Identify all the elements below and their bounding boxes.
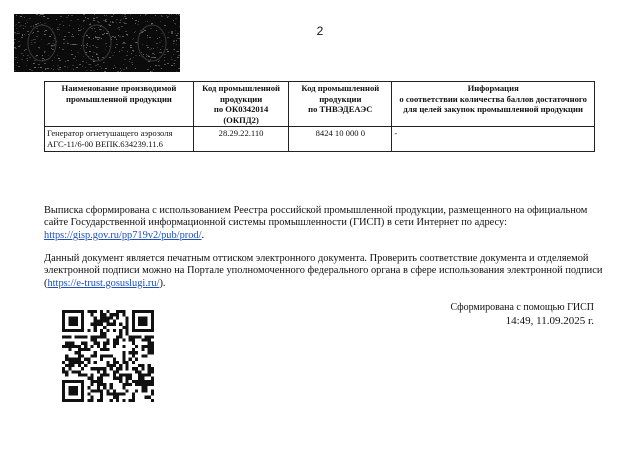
header-line: Код промышленной [202, 83, 280, 93]
header-line: продукции [319, 93, 362, 104]
signature-statement-text: Данный документ является печатным оттиском электронного документа. Проверить соответствие документа и отделяемой электронной подписи можно на Портале уполномоченного федерального органа в сфере использования электронной подписи ( [44, 253, 603, 289]
e-trust-portal-link[interactable]: https://e-trust.gosuslugi.ru/ [47, 277, 160, 289]
generated-timestamp: 14:49, 11.09.2025 г. [505, 314, 594, 327]
header-line: для целей закупок промышленной продукции [403, 104, 583, 114]
header-line: по ТНВЭДЕАЭС [308, 104, 373, 114]
header-points-info [392, 82, 595, 127]
table-row [45, 127, 595, 152]
header-tnved-code [289, 82, 392, 127]
header-line: о соответствии количества баллов достаточного [399, 93, 587, 104]
page-number: 2 [316, 24, 324, 38]
header-line: Информация [467, 83, 519, 93]
registry-statement [44, 205, 604, 242]
header-line: по ОК0342014 [213, 104, 269, 114]
cell-okpd2-code: 28.29.22.110 [193, 127, 288, 152]
cell-product-name: Генератор огнетушащего аэрозоля АГС-11/6-00 ВЕПК.634239.11.6 [45, 127, 194, 152]
header-line: (ОКПД2) [223, 114, 259, 125]
header-line: промышленной продукции [66, 93, 172, 104]
header-product-name [45, 82, 194, 127]
table-header-row [45, 82, 595, 127]
gisp-registry-link[interactable]: https://gisp.gov.ru/pp719v2/pub/prod/ [44, 229, 202, 241]
signature-statement [44, 253, 604, 290]
header-line: Код промышленной [301, 83, 380, 93]
signature-statement-end: ). [159, 277, 166, 289]
cell-points-info: - [392, 127, 595, 152]
header-line: продукции [219, 93, 263, 104]
generation-stamp [450, 302, 594, 327]
generated-label: Сформирована с помощью ГИСП [450, 302, 594, 313]
registry-statement-text: Выписка сформирована с использованием Реестра российской промышленной продукции, размещенного на официальном сайте Государственной информационной системы промышленности (ГИСП) в сети Интернет по адресу: [44, 205, 588, 229]
header-okpd2-code [193, 82, 288, 127]
cell-tnved-code: 8424 10 000 0 [289, 127, 392, 152]
qr-code-icon [62, 310, 154, 402]
registry-statement-end: . [201, 229, 205, 241]
coat-of-arms-watermark-icon [14, 14, 180, 72]
products-table [44, 81, 595, 152]
header-line: Наименование производимой [61, 83, 177, 93]
